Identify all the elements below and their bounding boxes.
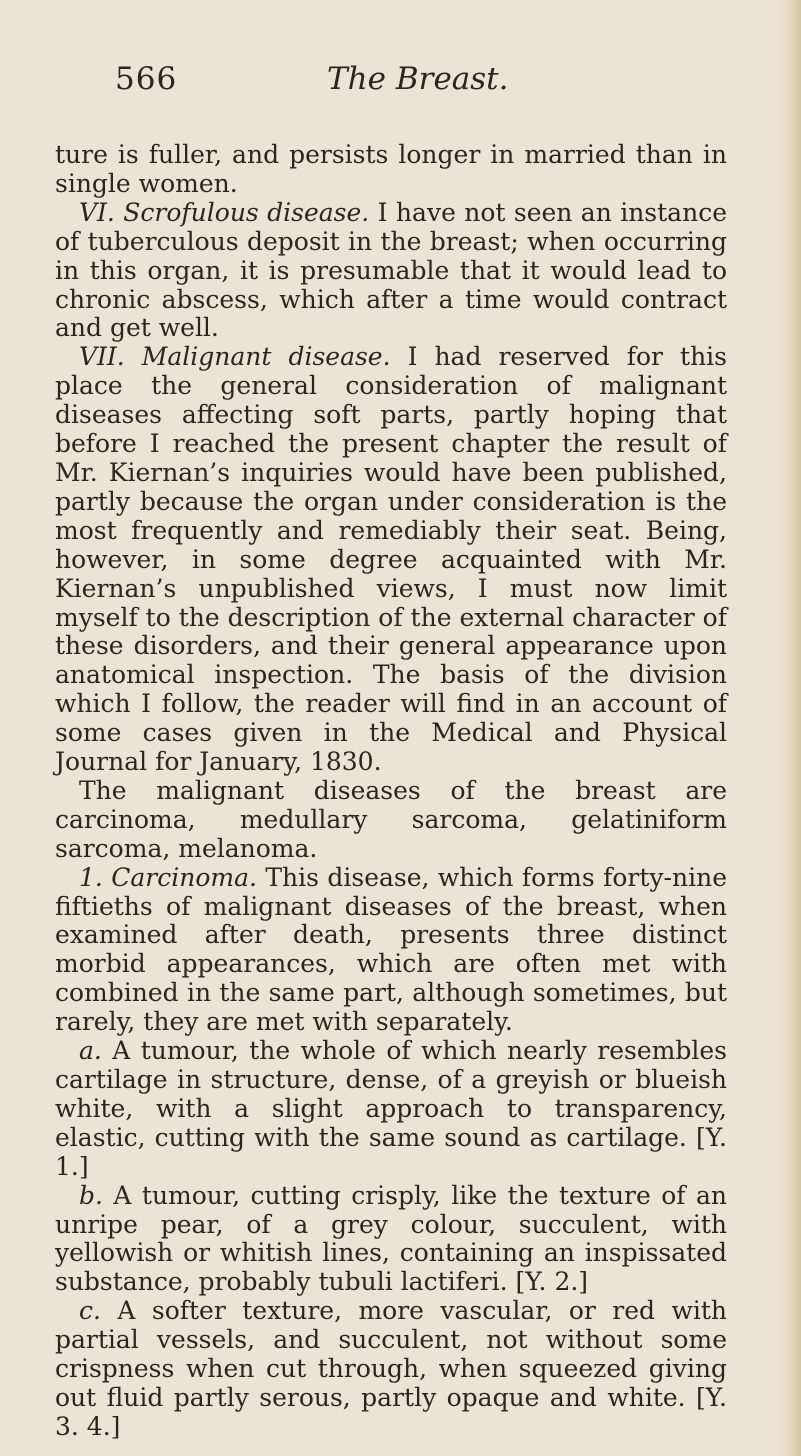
- page-number: 566: [115, 61, 178, 97]
- paragraph-continuation: ture is fuller, and persists longer in married than in single women.: [55, 140, 727, 198]
- body-text: [55, 141, 727, 1442]
- paragraph-malignant-list: The malignant diseases of the breast are carcinoma, medullary sarcoma, gelatiniform sarcoma, melanoma.: [55, 775, 727, 863]
- paragraph-item-b: b. A tumour, cutting crisply, like the texture of an unripe pear, of a grey colour, succulent, with yellowish or whitish lines, containing an inspissated substance, probably tubuli lactiferi. [Y. 2.]: [55, 1180, 727, 1297]
- paragraph-malignant-disease: VII. Malignant disease. I had reserved for this place the general consideration of malignant diseases affecting soft parts, partly hoping that before I reached the present chapter the result of Mr. Kiernan’s inquiries would have been published, partly because the organ under consideration is the most frequently and remediably their seat. Being, however, in some degree acquainted with Mr. Kiernan’s unpublished views, I must now limit myself to the description of the external character of these disorders, and their general appearance upon anatomical inspection. The basis of the division which I follow, the reader will find in an account of some cases given in the Medical and Physical Journal for January, 1830.: [55, 342, 727, 777]
- paragraph-item-a: a. A tumour, the whole of which nearly resembles cartilage in structure, dense, of a greyish or blueish white, with a slight approach to transparency, elastic, cutting with the same sound as cartilage. [Y. 1.]: [55, 1036, 727, 1181]
- paragraph-carcinoma: 1. Carcinoma. This disease, which forms forty-nine fiftieths of malignant diseases of the breast, when examined after death, presents three distinct morbid appearances, which are often met with combined in the same part, although sometimes, but rarely, they are met with separately.: [55, 862, 727, 1037]
- page-edge: [771, 0, 801, 1456]
- paragraph-scrofulous-disease: VI. Scrofulous disease. I have not seen an instance of tuberculous deposit in the breast; when occurring in this organ, it is presumable that it would lead to chronic abscess, which after a time would contract and get well.: [55, 197, 727, 343]
- item-marker: a.: [79, 1036, 102, 1066]
- section-heading: 1. Carcinoma.: [79, 862, 257, 892]
- page-header: [115, 61, 685, 101]
- item-marker: c.: [79, 1296, 101, 1326]
- paragraph-item-c: c. A softer texture, more vascular, or red with partial vessels, and succulent, not without some crispness when cut through, when squeezed giving out fluid partly serous, partly opaque and white. [Y. 3. 4.]: [55, 1296, 727, 1441]
- section-heading: VII. Malignant disease.: [79, 342, 391, 372]
- item-marker: b.: [79, 1180, 103, 1210]
- running-head: The Breast.: [327, 61, 509, 97]
- section-heading: VI. Scrofulous disease.: [79, 197, 370, 227]
